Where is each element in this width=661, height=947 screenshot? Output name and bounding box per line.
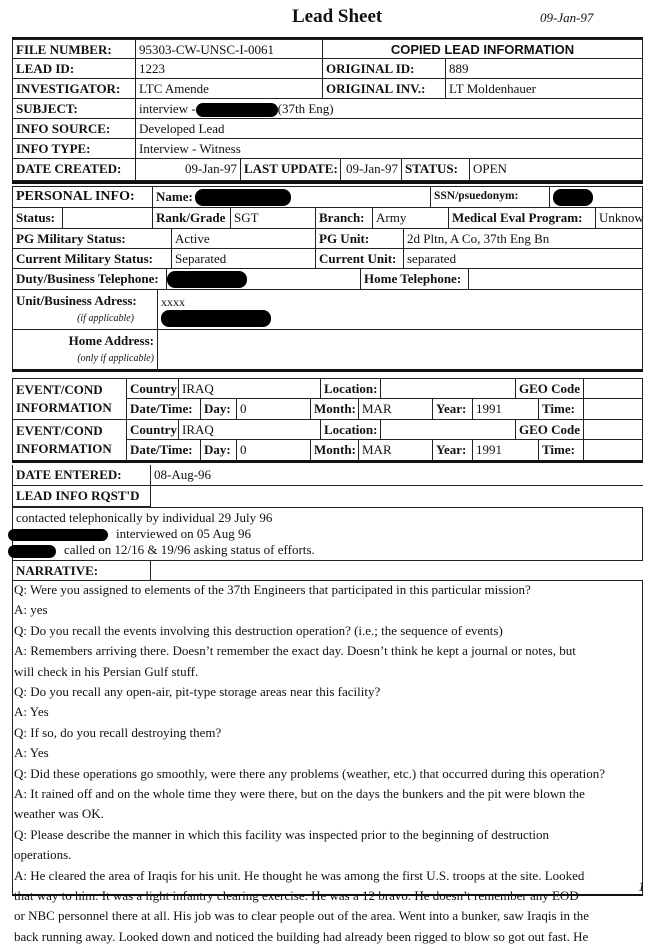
- original-inv: LT Moldenhauer: [445, 78, 643, 99]
- rqst-label: LEAD INFO RQST'D: [12, 485, 151, 507]
- lead-table: [12, 37, 643, 184]
- home-address-label: Home Address:: [68, 333, 154, 348]
- datetime-label: Date/Time:: [126, 439, 201, 461]
- narrative-line: or NBC personnel there at all. His job was to clear people out of the area. Went into a bunker, saw Iraqis in the: [14, 908, 590, 924]
- geo: [583, 378, 643, 399]
- date-entered-label: DATE ENTERED:: [12, 465, 151, 486]
- cur-unit-label: Current Unit:: [315, 248, 404, 269]
- original-id: 889: [445, 58, 643, 79]
- country: IRAQ: [178, 378, 321, 399]
- redaction: [553, 189, 593, 206]
- redaction: [161, 310, 271, 327]
- medical-label: Medical Eval Program:: [448, 207, 596, 229]
- date-created: 09-Jan-97: [135, 158, 241, 181]
- geo-label: GEO Code: [515, 419, 584, 440]
- info-type: Interview - Witness: [135, 138, 643, 159]
- pg-unit-label: PG Unit:: [315, 228, 404, 249]
- name-label: Name:: [156, 189, 193, 204]
- narrative-line: Q: Please describe the manner in which this facility was inspected prior to the beginning of destruction: [14, 826, 550, 842]
- narrative-line: weather was OK.: [14, 806, 104, 822]
- file-number: 95303-CW-UNSC-I-0061: [135, 39, 323, 59]
- month-label: Month:: [310, 398, 359, 420]
- country-label: Country: [126, 378, 179, 399]
- location-label: Location:: [320, 378, 381, 399]
- narrative-line: Q: Do you recall the events involving this destruction operation? (i.e.; the sequence of events): [14, 622, 503, 638]
- location: [380, 378, 516, 399]
- location: [380, 419, 516, 440]
- narrative-line: operations.: [14, 847, 72, 863]
- narrative-line: back running away. Looked down and noticed the building had already been rigged to blow so got out fast. He: [14, 928, 589, 944]
- narrative-box: [12, 580, 643, 944]
- country: IRAQ: [178, 419, 321, 440]
- event-label: EVENT/COND INFORMATION: [12, 419, 127, 461]
- home-address-note: (only if applicable): [77, 353, 154, 364]
- day: 0: [236, 439, 311, 461]
- note: called on 12/16 & 19/96 asking status of efforts.: [16, 542, 639, 558]
- redaction: [8, 529, 108, 541]
- cur-status: Separated: [171, 248, 316, 269]
- lead-id: 1223: [135, 58, 323, 79]
- home-address-label-cell: [12, 329, 158, 370]
- info-source-label: INFO SOURCE:: [12, 118, 136, 139]
- personal-info-label: PERSONAL INFO:: [12, 186, 153, 208]
- header-date: 09-Jan-97: [540, 10, 594, 25]
- branch: Army: [372, 207, 449, 229]
- lead-id-label: LEAD ID:: [12, 58, 136, 79]
- cur-status-label: Current Military Status:: [12, 248, 172, 269]
- redaction: [196, 103, 278, 117]
- last-update-label: LAST UPDATE:: [240, 158, 341, 181]
- country-label: Country: [126, 419, 179, 440]
- geo: [583, 419, 643, 440]
- ssn-field: [549, 186, 643, 208]
- subject-suffix: (37th Eng): [277, 101, 334, 116]
- note: interviewed on 05 Aug 96: [16, 526, 639, 542]
- subject-field: [135, 98, 643, 119]
- date-entered: 08-Aug-96: [150, 465, 643, 486]
- status: OPEN: [469, 158, 643, 181]
- day: 0: [236, 398, 311, 420]
- home-address: [157, 329, 643, 370]
- narrative-line: Q: Were you assigned to elements of the 37th Engineers that participated in this particular mission?: [14, 582, 531, 597]
- file-number-label: FILE NUMBER:: [12, 39, 136, 59]
- narrative-line: that way to him. It was a light infantry clearing exercise. He was a 12 bravo. He doesn’t remember any EOD: [14, 888, 579, 903]
- branch-label: Branch:: [315, 207, 373, 229]
- personal-section: [12, 186, 643, 372]
- year-label: Year:: [432, 398, 473, 420]
- narrative-line: Q: Did these operations go smoothly, were there any problems (weather, etc.) that occurred during this operation?: [14, 765, 606, 781]
- original-inv-label: ORIGINAL INV.:: [322, 78, 446, 99]
- day-label: Day:: [200, 439, 237, 461]
- ssn-label: SSN/psuedonym:: [430, 186, 550, 208]
- unit-address: [157, 289, 643, 330]
- cur-unit: separated: [403, 248, 643, 269]
- pg-unit: 2d Pltn, A Co, 37th Eng Bn: [403, 228, 643, 249]
- unit-address-label-cell: [12, 289, 158, 330]
- redaction: [195, 189, 291, 206]
- unit-address-value: xxxx: [161, 295, 185, 309]
- events-section: [12, 378, 643, 462]
- page-number: 1: [638, 880, 645, 895]
- status-label: Status:: [12, 207, 63, 229]
- year-label: Year:: [432, 439, 473, 461]
- unit-address-note: (if applicable): [77, 313, 134, 324]
- geo-label: GEO Code: [515, 378, 584, 399]
- status-label: STATUS:: [401, 158, 470, 181]
- unit-address-label: Unit/Business Adress:: [16, 293, 137, 308]
- event-block: [12, 419, 643, 461]
- time: [583, 398, 643, 420]
- event-block: [12, 378, 643, 420]
- duty-phone: [166, 268, 361, 290]
- page-title: Lead Sheet: [292, 6, 383, 27]
- subject-label: SUBJECT:: [12, 98, 136, 119]
- notes-box: [12, 507, 643, 561]
- narrative-line: A: It rained off and on the whole time they were there, but on the days the bunkers and the pit were blown the: [14, 786, 585, 801]
- month: MAR: [358, 398, 433, 420]
- narrative-line: will check in his Persian Gulf stuff.: [14, 663, 199, 679]
- time: [583, 439, 643, 461]
- narrative-line: A: Yes: [14, 745, 49, 761]
- narrative-label: NARRATIVE:: [12, 560, 151, 581]
- home-phone: [468, 268, 643, 290]
- month-label: Month:: [310, 439, 359, 461]
- narrative-line: A: yes: [14, 602, 48, 618]
- last-update: 09-Jan-97: [340, 158, 402, 181]
- status-value: [62, 207, 153, 229]
- duty-phone-label: Duty/Business Telephone:: [12, 268, 167, 290]
- redaction: [8, 545, 56, 558]
- info-type-label: INFO TYPE:: [12, 138, 136, 159]
- pg-status: Active: [171, 228, 316, 249]
- year: 1991: [472, 439, 539, 461]
- month: MAR: [358, 439, 433, 461]
- date-created-label: DATE CREATED:: [12, 158, 136, 181]
- time-label: Time:: [538, 398, 584, 420]
- medical: Unknow: [595, 207, 643, 229]
- investigator-label: INVESTIGATOR:: [12, 78, 136, 99]
- rank: SGT: [230, 207, 316, 229]
- day-label: Day:: [200, 398, 237, 420]
- narrative-line: A: Yes: [14, 704, 49, 720]
- original-id-label: ORIGINAL ID:: [322, 58, 446, 79]
- note: contacted telephonically by individual 29 July 96: [16, 510, 273, 525]
- info-source: Developed Lead: [135, 118, 643, 139]
- investigator: LTC Amende: [135, 78, 323, 99]
- datetime-label: Date/Time:: [126, 398, 201, 420]
- location-label: Location:: [320, 419, 381, 440]
- year: 1991: [472, 398, 539, 420]
- copied-lead-header: COPIED LEAD INFORMATION: [322, 39, 643, 59]
- subject-prefix: interview -: [139, 101, 196, 116]
- pg-status-label: PG Military Status:: [12, 228, 172, 249]
- time-label: Time:: [538, 439, 584, 461]
- narrative-line: A: He cleared the area of Iraqis for his unit. He thought he was among the first U.S. troops at the site. Looked: [14, 867, 585, 883]
- narrative-line: Q: If so, do you recall destroying them?: [14, 724, 222, 740]
- narrative-line: A: Remembers arriving there. Doesn’t remember the exact day. Doesn’t think he kept a journal or notes, but: [14, 643, 576, 659]
- home-phone-label: Home Telephone:: [360, 268, 469, 290]
- narrative-line: Q: Do you recall any open-air, pit-type storage areas near this facility?: [14, 684, 381, 699]
- rank-label: Rank/Grade: [152, 207, 231, 229]
- redaction: [167, 271, 247, 288]
- name-field: [152, 186, 431, 208]
- event-label: EVENT/COND INFORMATION: [12, 378, 127, 420]
